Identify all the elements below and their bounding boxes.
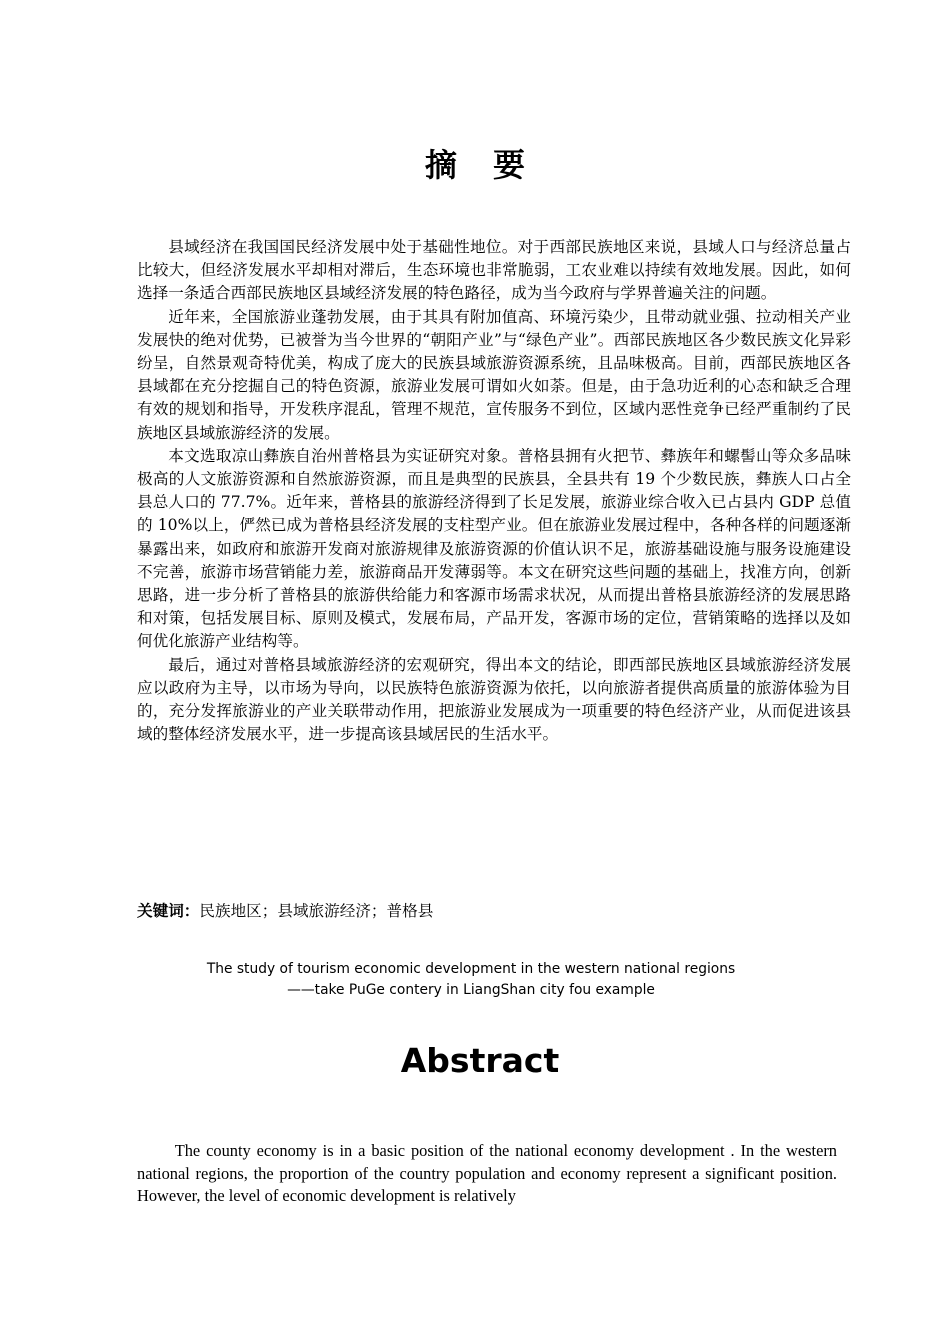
keywords-label: 关键词： xyxy=(137,902,200,920)
english-paper-title xyxy=(0,959,942,1001)
keywords-text: 民族地区；县域旅游经济；普格县 xyxy=(199,902,434,920)
keywords-line xyxy=(137,899,851,923)
english-title-line-1: The study of tourism economic development in the western national regions xyxy=(206,961,736,977)
chinese-paragraph-4: 最后，通过对普格县域旅游经济的宏观研究，得出本文的结论，即西部民族地区县域旅游经济发展应以政府为主导，以市场为导向，以民族特色旅游资源为依托，以向旅游者提供高质量的旅游体验为目的，充分发挥旅游业的产业关联带动作用，把旅游业发展成为一项重要的特色经济产业，从而促进该县域的整体经济发展水平，进一步提高该县域居民的生活水平。 xyxy=(137,655,851,744)
english-title-line-2: ——take PuGe contery in LiangShan city fou example xyxy=(287,982,655,998)
english-abstract-heading: Abstract xyxy=(400,1041,560,1080)
chinese-paragraph-3: 本文选取凉山彝族自治州普格县为实证研究对象。普格县拥有火把节、彝族年和螺髻山等众多品味极高的人文旅游资源和自然旅游资源，而且是典型的民族县，全县共有 19 个少数民族，彝族人口占全县总人口的 77.7%。近年来，普格县的旅游经济得到了长足发展，旅游业综合收入已占县内 GDP 总值的 10%以上，俨然已成为普格县经济发展的支柱型产业。但在旅游业发展过程中，各种各样的问题逐渐暴露出来，如政府和旅游开发商对旅游规律及旅游资源的价值认识不足，旅游基础设施与服务设施建设不完善，旅游市场营销能力差，旅游商品开发薄弱等。本文在研究这些问题的基础上，找准方向，创新思路，进一步分析了普格县的旅游供给能力和客源市场需求状况，从而提出普格县旅游经济的发展思路和对策，包括发展目标、原则及模式，发展布局，产品开发，客源市场的定位，营销策略的选择以及如何优化旅游产业结构等。 xyxy=(137,446,851,651)
english-paragraph-1: The county economy is in a basic position of the national economy development . In the western national regions, the proportion of the country population and economy represent a significant position. However, the level of economic development is relatively xyxy=(137,1141,837,1205)
english-abstract-body xyxy=(137,1140,837,1208)
chinese-abstract-body xyxy=(137,236,851,746)
chinese-paragraph-1: 县域经济在我国国民经济发展中处于基础性地位。对于西部民族地区来说，县域人口与经济总量占比较大，但经济发展水平却相对滞后，生态环境也非常脆弱，工农业难以持续有效地发展。因此，如何选择一条适合西部民族地区县域经济发展的特色路径，成为当今政府与学界普遍关注的问题。 xyxy=(137,238,851,303)
chinese-paragraph-2: 近年来，全国旅游业蓬勃发展，由于其具有附加值高、环境污染少，且带动就业强、拉动相关产业发展快的绝对优势，已被誉为当今世界的“朝阳产业”与“绿色产业”。西部民族地区各少数民族文化异彩纷呈，自然景观奇特优美，构成了庞大的民族县域旅游资源系统，且品味极高。目前，西部民族地区各县域都在充分挖掘自己的特色资源，旅游业发展可谓如火如荼。但是，由于急功近利的心态和缺乏合理有效的规划和指导，开发秩序混乱，管理不规范，宣传服务不到位，区域内恶性竞争已经严重制约了民族地区县域旅游经济的发展。 xyxy=(137,307,851,442)
chinese-abstract-title: 摘要 xyxy=(424,146,561,184)
